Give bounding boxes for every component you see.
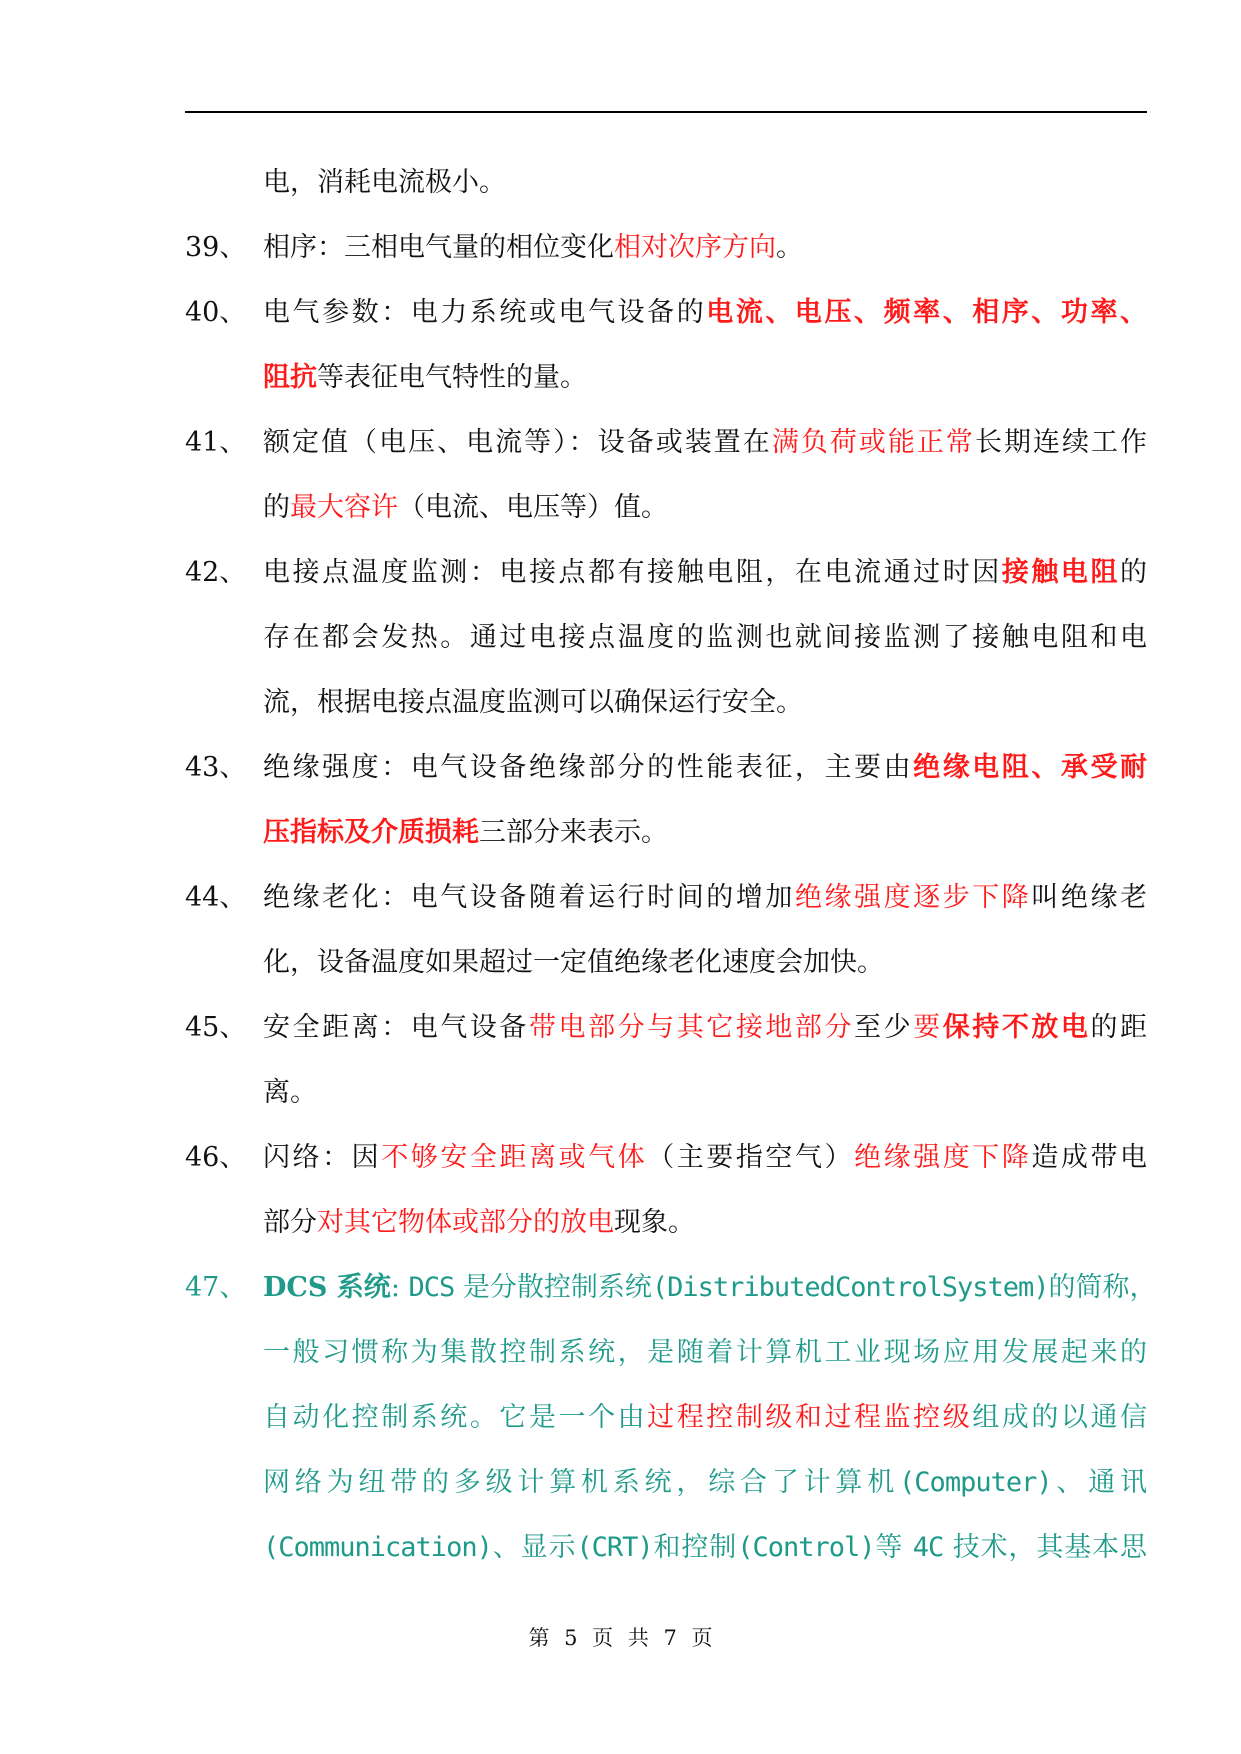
text-run: 的 bbox=[263, 492, 290, 523]
highlighted-text-run: DCS bbox=[408, 1272, 455, 1303]
highlighted-text-run: 不够安全距离或气体 bbox=[381, 1142, 648, 1173]
highlighted-text-run: 保持不放电 bbox=[942, 1012, 1091, 1043]
entry-text bbox=[263, 280, 1147, 410]
highlighted-text-run: 组成的以通信 bbox=[972, 1402, 1148, 1433]
text-line bbox=[263, 605, 1147, 670]
highlighted-text-run: 对其它物体或部分的放电 bbox=[317, 1207, 614, 1238]
entry-text bbox=[263, 1125, 1147, 1255]
highlighted-text-run: 是分散控制系统 bbox=[454, 1272, 652, 1303]
entry-number: 42、 bbox=[185, 557, 247, 588]
entry-text bbox=[263, 410, 1147, 540]
text-line bbox=[263, 1060, 1147, 1125]
entry-number: 45、 bbox=[185, 1012, 247, 1043]
highlighted-text-run: (Computer) bbox=[899, 1467, 1052, 1498]
header-rule bbox=[185, 111, 1147, 113]
highlighted-text-run: 压指标及介质损耗 bbox=[263, 817, 479, 848]
text-line bbox=[263, 1125, 1147, 1190]
text-run: 离。 bbox=[263, 1077, 317, 1108]
entry-number: 46、 bbox=[185, 1142, 247, 1173]
highlighted-text-run: 相对次序方向 bbox=[614, 232, 776, 263]
text-run: 电气参数：电力系统或电气设备的 bbox=[263, 297, 707, 328]
text-run: 的 bbox=[1120, 557, 1148, 588]
highlighted-text-run: 绝缘强度下降 bbox=[854, 1142, 1032, 1173]
text-run: （电流、电压等）值。 bbox=[398, 492, 668, 523]
entry-number: 43、 bbox=[185, 752, 247, 783]
text-line bbox=[263, 865, 1147, 930]
definition-entry bbox=[185, 410, 1147, 540]
text-run: 额定值（电压、电流等）：设备或装置在 bbox=[263, 427, 772, 458]
text-run: 相序：三相电气量的相位变化 bbox=[263, 232, 614, 263]
entry-text bbox=[263, 865, 1147, 995]
text-line bbox=[263, 1385, 1147, 1450]
highlighted-text-run: 4C bbox=[912, 1532, 944, 1563]
text-run: 造成带电 bbox=[1031, 1142, 1148, 1173]
definition-entry bbox=[185, 735, 1147, 865]
text-line bbox=[263, 1450, 1147, 1515]
entry-text bbox=[263, 540, 1147, 735]
text-run: （主要指空气） bbox=[647, 1142, 855, 1173]
text-run: 流，根据电接点温度监测可以确保运行安全。 bbox=[263, 687, 803, 718]
text-line bbox=[263, 735, 1147, 800]
highlighted-text-run: 网络为纽带的多级计算机系统，综合了计算机 bbox=[263, 1467, 900, 1498]
entry-number: 40、 bbox=[185, 297, 247, 328]
highlighted-text-run: 、通讯 bbox=[1051, 1467, 1148, 1498]
text-run: 电，消耗电流极小。 bbox=[263, 167, 506, 198]
text-line bbox=[263, 1190, 1147, 1255]
definition-entry bbox=[185, 280, 1147, 410]
text-line bbox=[263, 150, 1147, 215]
page-footer: 第 5 页 共 7 页 bbox=[528, 1626, 713, 1650]
text-line bbox=[263, 995, 1147, 1060]
text-run: 部分 bbox=[263, 1207, 317, 1238]
highlighted-text-run: : bbox=[390, 1272, 409, 1303]
highlighted-text-run: 、显示 bbox=[491, 1532, 577, 1563]
entry-number: 44、 bbox=[185, 882, 247, 913]
definition-entry bbox=[185, 995, 1147, 1125]
text-line bbox=[263, 280, 1147, 345]
text-line bbox=[263, 930, 1147, 995]
text-run: 现象。 bbox=[614, 1207, 695, 1238]
highlighted-text-run: 阻抗 bbox=[263, 362, 317, 393]
text-line bbox=[263, 800, 1147, 865]
text-run: 绝缘强度：电气设备绝缘部分的性能表征，主要由 bbox=[263, 752, 914, 783]
text-run: 长期连续工作 bbox=[974, 427, 1148, 458]
text-line bbox=[263, 1515, 1147, 1580]
definition-entry bbox=[185, 1255, 1157, 1580]
highlighted-text-run: 技术，其基本思 bbox=[943, 1532, 1147, 1563]
text-run: 三部分来表示。 bbox=[479, 817, 668, 848]
highlighted-text-run: 带电部分与其它接地部分 bbox=[528, 1012, 855, 1043]
entry-number: 39、 bbox=[185, 232, 247, 263]
text-run: 存在都会发热。通过电接点温度的监测也就间接监测了接触电阻和电 bbox=[263, 622, 1147, 653]
highlighted-text-run: (CRT) bbox=[576, 1532, 653, 1563]
text-run: 的距 bbox=[1090, 1012, 1148, 1043]
text-line bbox=[263, 670, 1147, 735]
document-body bbox=[185, 150, 1157, 1580]
entry-number: 41、 bbox=[185, 427, 247, 458]
text-run: 。 bbox=[776, 232, 803, 263]
text-run: 等表征电气特性的量。 bbox=[317, 362, 587, 393]
highlighted-text-run: 的简称， bbox=[1048, 1272, 1157, 1303]
highlighted-text-run: 要 bbox=[913, 1012, 943, 1043]
highlighted-text-run: 过程控制级和过程监控级 bbox=[647, 1402, 973, 1433]
text-line bbox=[263, 540, 1147, 605]
entry-text bbox=[263, 1255, 1157, 1580]
text-run: 电接点温度监测：电接点都有接触电阻，在电流通过时因 bbox=[263, 557, 1002, 588]
entry-number: 47、 bbox=[185, 1272, 247, 1303]
text-run: 闪络：因 bbox=[263, 1142, 382, 1173]
definition-entry bbox=[185, 215, 1147, 280]
text-run: 绝缘老化：电气设备随着运行时间的增加 bbox=[263, 882, 795, 913]
highlighted-text-run: 满负荷或能正常 bbox=[771, 427, 975, 458]
highlighted-text-run: 接触电阻 bbox=[1001, 557, 1121, 588]
text-line bbox=[263, 1255, 1157, 1320]
text-line bbox=[263, 475, 1147, 540]
highlighted-text-run: 绝缘电阻、承受耐 bbox=[913, 752, 1148, 783]
entry-text bbox=[263, 735, 1147, 865]
text-run: 叫绝缘老 bbox=[1031, 882, 1148, 913]
highlighted-text-run: 最大容许 bbox=[290, 492, 398, 523]
entry-text bbox=[263, 995, 1147, 1125]
text-run: 安全距离：电气设备 bbox=[263, 1012, 529, 1043]
text-run: 至少 bbox=[854, 1012, 914, 1043]
definition-entry bbox=[185, 150, 1147, 215]
definition-entry bbox=[185, 865, 1147, 995]
highlighted-text-run: (Control) bbox=[737, 1532, 875, 1563]
highlighted-text-run: 一般习惯称为集散控制系统，是随着计算机工业现场应用发展起来的 bbox=[263, 1337, 1147, 1368]
highlighted-text-run: 电流、电压、频率、相序、功率、 bbox=[706, 297, 1148, 328]
text-run: 化，设备温度如果超过一定值绝缘老化速度会加快。 bbox=[263, 947, 884, 978]
text-line bbox=[263, 215, 1147, 280]
highlighted-text-run: (Communication) bbox=[263, 1532, 492, 1563]
text-line bbox=[263, 1320, 1147, 1385]
highlighted-text-run: DCS 系统 bbox=[263, 1272, 391, 1303]
highlighted-text-run: 绝缘强度逐步下降 bbox=[794, 882, 1032, 913]
highlighted-text-run: 和控制 bbox=[652, 1532, 738, 1563]
highlighted-text-run: 等 bbox=[874, 1532, 913, 1563]
entry-text bbox=[263, 150, 1147, 215]
highlighted-text-run: 自动化控制系统。它是一个由 bbox=[263, 1402, 648, 1433]
text-line bbox=[263, 345, 1147, 410]
text-line bbox=[263, 410, 1147, 475]
definition-entry bbox=[185, 540, 1147, 735]
entry-text bbox=[263, 215, 1147, 280]
highlighted-text-run: (DistributedControlSystem) bbox=[651, 1272, 1049, 1303]
definition-entry bbox=[185, 1125, 1147, 1255]
